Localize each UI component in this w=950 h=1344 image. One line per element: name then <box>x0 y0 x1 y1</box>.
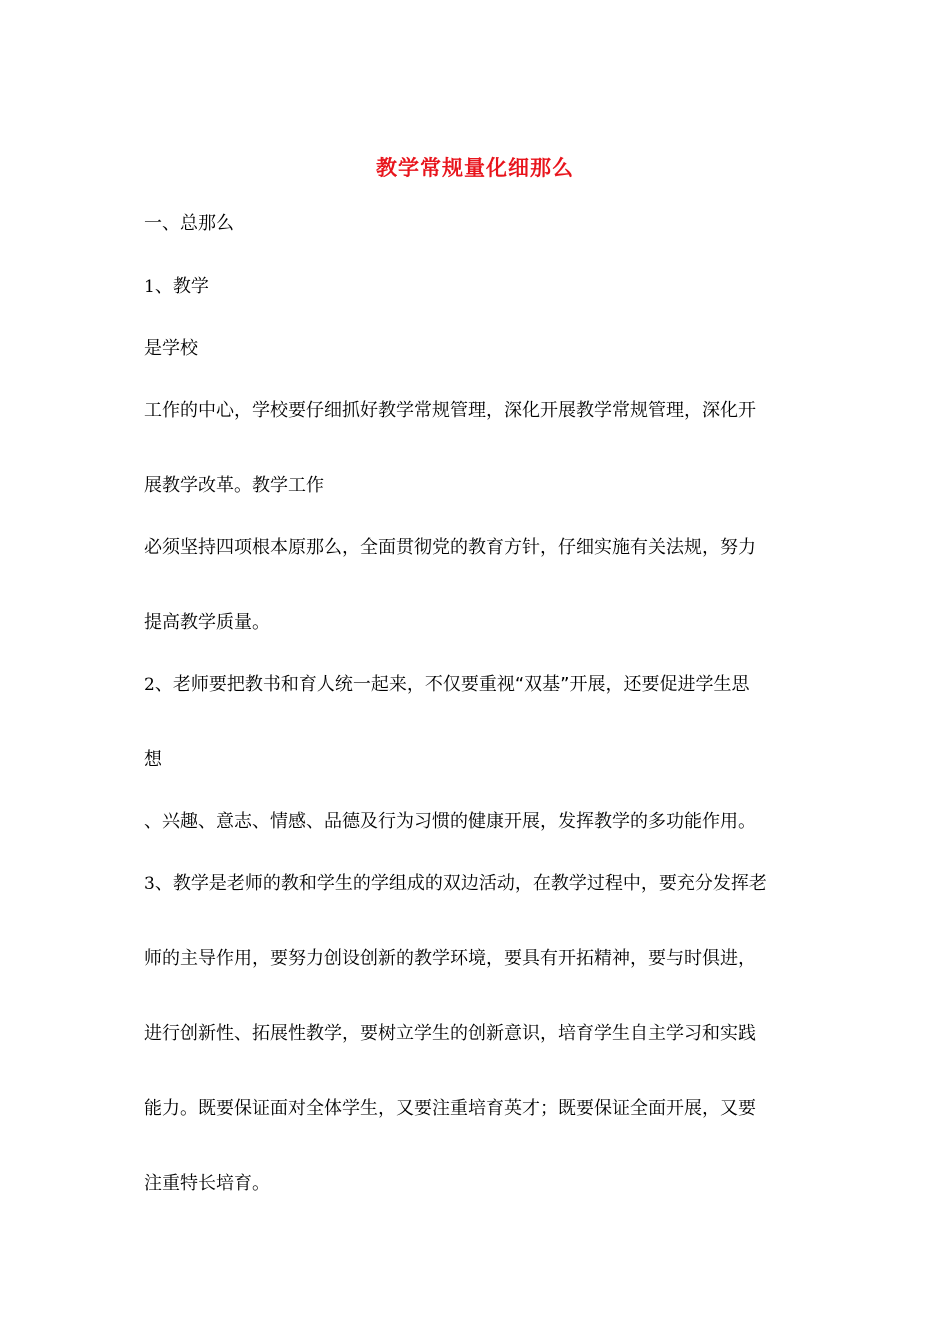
paragraph-line <box>144 672 749 698</box>
line-text: 、教学是老师的教和学生的学组成的双边活动，在教学过程中，要充分发挥老 <box>154 873 767 894</box>
paragraph-line: 、兴趣、意志、情感、品德及行为习惯的健康开展，发挥教学的多功能作用。 <box>144 811 756 832</box>
item-number: 1 <box>144 277 155 297</box>
paragraph-line: 必须坚持四项根本原那么，全面贯彻党的教育方针，仔细实施有关法规，努力 <box>144 537 756 558</box>
paragraph-line: 能力。既要保证面对全体学生，又要注重培育英才；既要保证全面开展，又要 <box>144 1098 756 1119</box>
paragraph-line: 提高教学质量。 <box>144 612 270 633</box>
paragraph-line: 展教学改革。教学工作 <box>144 475 324 496</box>
paragraph-line: 师的主导作用，要努力创设创新的教学环境，要具有开拓精神，要与时俱进， <box>144 948 756 969</box>
paragraph-line: 工作的中心，学校要仔细抓好教学常规管理，深化开展教学常规管理，深化开 <box>144 400 756 421</box>
document-title: 教学常规量化细那么 <box>376 156 574 180</box>
paragraph-line: 是学校 <box>144 338 198 359</box>
paragraph-line <box>144 274 209 300</box>
paragraph-line: 进行创新性、拓展性教学，要树立学生的创新意识，培育学生自主学习和实践 <box>144 1023 756 1044</box>
line-text: 、教学 <box>154 276 209 297</box>
item-number: 3 <box>144 874 155 894</box>
section-heading: 一、总那么 <box>144 213 234 234</box>
paragraph-line: 注重特长培育。 <box>144 1173 270 1194</box>
paragraph-line <box>144 871 767 897</box>
line-text: 、老师要把教书和育人统一起来，不仅要重视“双基”开展，还要促进学生思 <box>154 674 750 695</box>
paragraph-line: 想 <box>144 749 162 770</box>
item-number: 2 <box>144 675 155 695</box>
